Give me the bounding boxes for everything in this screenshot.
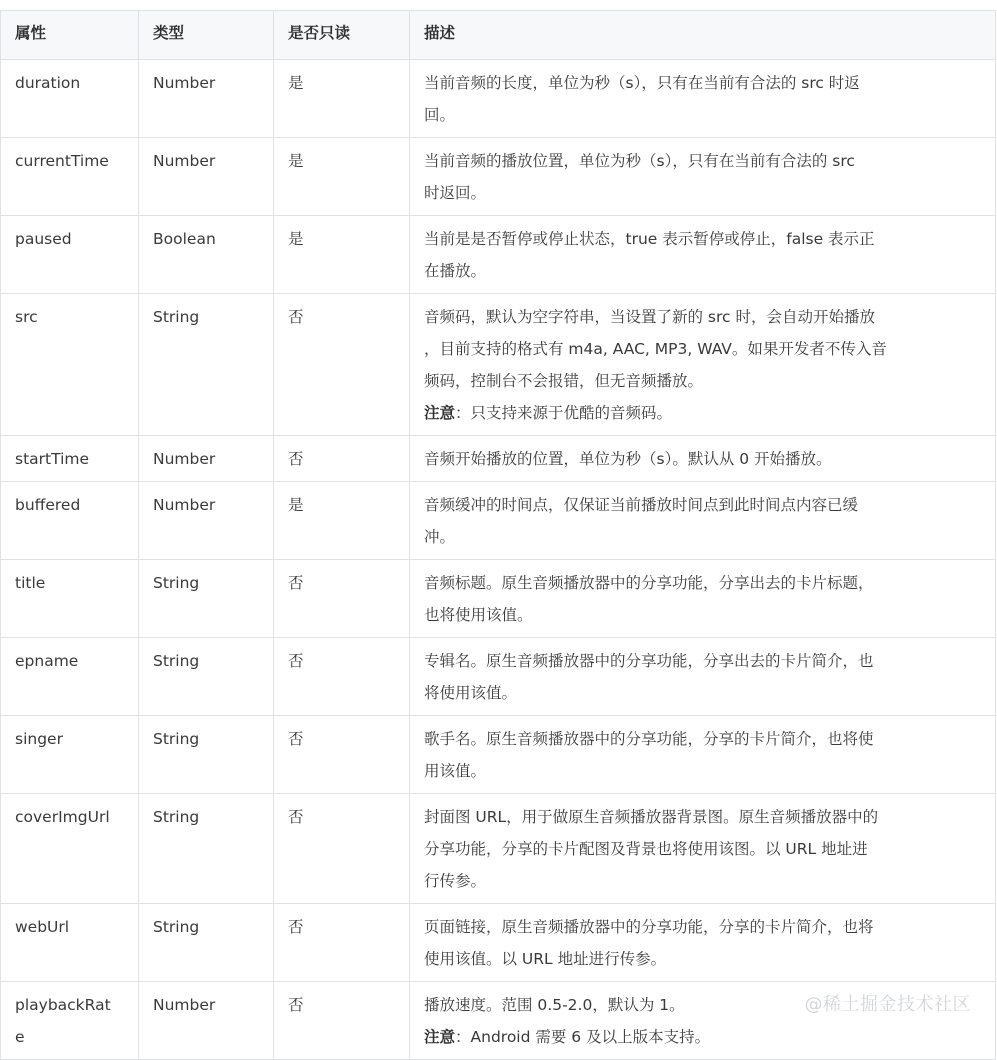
table-header: [1, 11, 996, 60]
description-line: 封面图 URL，用于做原生音频播放器背景图。原生音频播放器中的: [424, 808, 879, 826]
description-line: 冲。: [424, 528, 456, 546]
property-line: playbackRat: [15, 996, 111, 1014]
table-row: [1, 560, 996, 638]
cell-property: title: [1, 560, 139, 638]
cell-type: String: [139, 716, 274, 794]
property-line: e: [15, 1028, 25, 1046]
attributes-table-container: [0, 10, 995, 1060]
cell-type: Number: [139, 60, 274, 138]
table-row: [1, 216, 996, 294]
cell-property: singer: [1, 716, 139, 794]
cell-property: epname: [1, 638, 139, 716]
header-description: 描述: [410, 11, 996, 60]
table-row: [1, 904, 996, 982]
description-line: 回。: [424, 106, 456, 124]
cell-readonly: 否: [274, 436, 410, 482]
header-type: 类型: [139, 11, 274, 60]
description-line: 音频缓冲的时间点，仅保证当前播放时间点到此时间点内容已缓: [424, 496, 859, 514]
cell-description: [410, 216, 996, 294]
cell-readonly: 是: [274, 138, 410, 216]
cell-type: String: [139, 904, 274, 982]
description-line: 当前音频的播放位置，单位为秒（s），只有在当前有合法的 src: [424, 152, 855, 170]
description-note: [424, 1021, 985, 1053]
cell-type: String: [139, 638, 274, 716]
note-text: ：Android 需要 6 及以上版本支持。: [455, 1028, 711, 1046]
description-line: 播放速度。范围 0.5-2.0，默认为 1。: [424, 996, 685, 1014]
cell-description: [410, 436, 996, 482]
description-line: 当前是是否暂停或停止状态，true 表示暂停或停止，false 表示正: [424, 230, 875, 248]
note-label: 注意: [424, 404, 456, 422]
cell-readonly: 否: [274, 982, 410, 1060]
cell-readonly: 否: [274, 638, 410, 716]
cell-readonly: 是: [274, 482, 410, 560]
cell-type: String: [139, 560, 274, 638]
description-line: 时返回。: [424, 184, 487, 202]
description-line: 歌手名。原生音频播放器中的分享功能，分享的卡片简介，也将使: [424, 730, 874, 748]
cell-property: webUrl: [1, 904, 139, 982]
description-line: ，目前支持的格式有 m4a, AAC, MP3, WAV。如果开发者不传入音: [424, 340, 887, 358]
cell-type: Number: [139, 982, 274, 1060]
cell-readonly: 否: [274, 716, 410, 794]
cell-readonly: 否: [274, 794, 410, 904]
cell-type: String: [139, 294, 274, 436]
header-property: 属性: [1, 11, 139, 60]
cell-description: [410, 638, 996, 716]
cell-description: [410, 482, 996, 560]
header-row: [1, 11, 996, 60]
cell-description: [410, 138, 996, 216]
description-line: 音频码，默认为空字符串，当设置了新的 src 时，会自动开始播放: [424, 308, 875, 326]
cell-property: duration: [1, 60, 139, 138]
cell-description: [410, 560, 996, 638]
table-row: [1, 794, 996, 904]
description-note: [424, 397, 985, 429]
cell-description: [410, 716, 996, 794]
note-label: 注意: [424, 1028, 456, 1046]
cell-type: Boolean: [139, 216, 274, 294]
cell-readonly: 是: [274, 216, 410, 294]
cell-property: currentTime: [1, 138, 139, 216]
table-row: [1, 482, 996, 560]
cell-property: [1, 982, 139, 1060]
description-line: 音频标题。原生音频播放器中的分享功能，分享出去的卡片标题，: [424, 574, 874, 592]
description-line: 行传参。: [424, 872, 487, 890]
table-body: [1, 60, 996, 1060]
description-line: 分享功能，分享的卡片配图及背景也将使用该图。以 URL 地址进: [424, 840, 868, 858]
table-row: [1, 436, 996, 482]
description-line: 用该值。: [424, 762, 487, 780]
description-line: 在播放。: [424, 262, 487, 280]
description-line: 使用该值。以 URL 地址进行传参。: [424, 950, 667, 968]
cell-type: Number: [139, 436, 274, 482]
cell-description: [410, 60, 996, 138]
cell-property: startTime: [1, 436, 139, 482]
attributes-table: [0, 10, 996, 1060]
cell-type: Number: [139, 138, 274, 216]
description-line: 音频开始播放的位置，单位为秒（s）。默认从 0 开始播放。: [424, 450, 832, 468]
description-line: 当前音频的长度，单位为秒（s），只有在当前有合法的 src 时返: [424, 74, 860, 92]
cell-description: [410, 904, 996, 982]
cell-description: [410, 294, 996, 436]
table-row: [1, 138, 996, 216]
note-text: ：只支持来源于优酷的音频码。: [455, 404, 673, 422]
description-line: 也将使用该值。: [424, 606, 533, 624]
description-line: 频码，控制台不会报错，但无音频播放。: [424, 372, 704, 390]
cell-description: [410, 794, 996, 904]
cell-property: coverImgUrl: [1, 794, 139, 904]
cell-readonly: 否: [274, 904, 410, 982]
description-line: 专辑名。原生音频播放器中的分享功能，分享出去的卡片简介，也: [424, 652, 874, 670]
cell-type: Number: [139, 482, 274, 560]
header-readonly: 是否只读: [274, 11, 410, 60]
cell-type: String: [139, 794, 274, 904]
cell-readonly: 否: [274, 560, 410, 638]
cell-readonly: 否: [274, 294, 410, 436]
cell-property: src: [1, 294, 139, 436]
description-line: 将使用该值。: [424, 684, 518, 702]
table-row: [1, 716, 996, 794]
table-row: [1, 294, 996, 436]
cell-readonly: 是: [274, 60, 410, 138]
cell-property: paused: [1, 216, 139, 294]
table-row: [1, 60, 996, 138]
watermark: @稀土掘金技术社区: [804, 994, 971, 1015]
table-row: [1, 638, 996, 716]
description-line: 页面链接，原生音频播放器中的分享功能，分享的卡片简介，也将: [424, 918, 874, 936]
cell-property: buffered: [1, 482, 139, 560]
